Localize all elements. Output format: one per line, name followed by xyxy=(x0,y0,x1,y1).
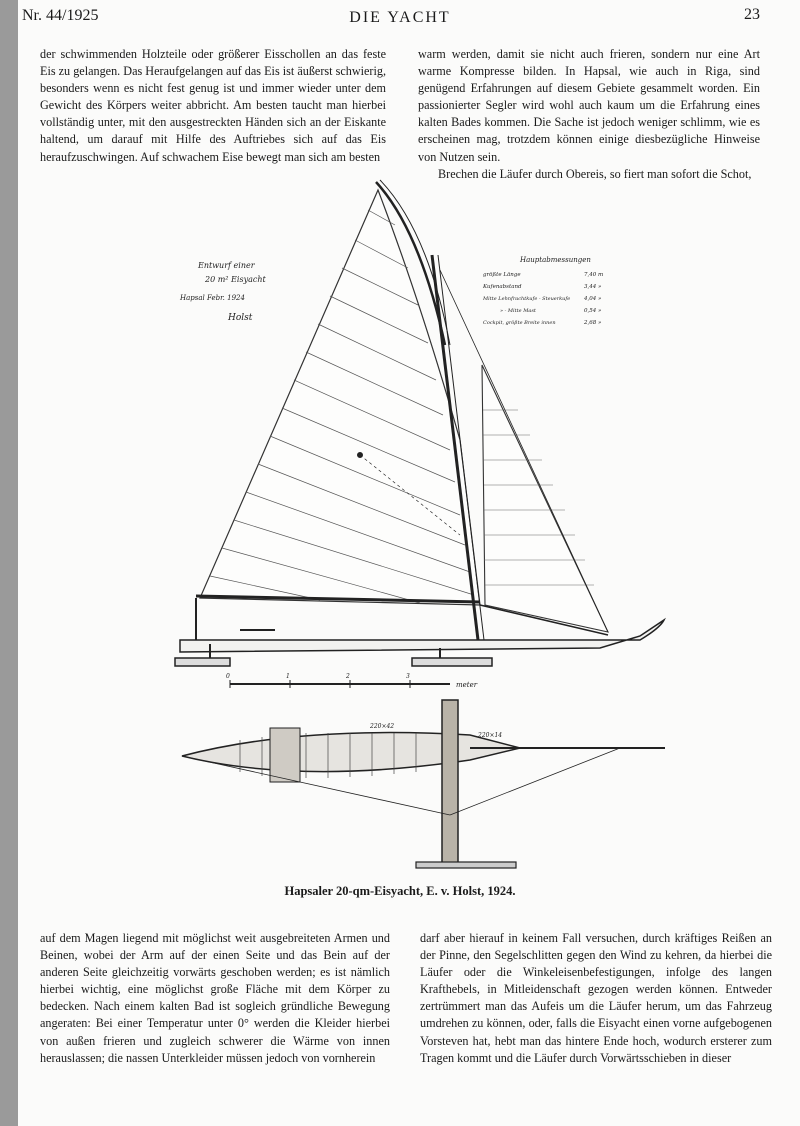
dimension-value: 0,54 » xyxy=(584,308,602,314)
page-number: 23 xyxy=(744,6,760,23)
handwritten-dimensions xyxy=(482,256,603,326)
paragraph: der schwimmenden Holzteile oder größerer Eisschollen an das feste Eis zu gelangen. Das Heraufgelangen auf das Eis ist äußerst schwierig, besonders wenn es nicht fest genug ist und immer wieder unter dem Gewicht des Körpers weiter abbricht. Am besten taucht man hierbei vollständig unter, mit den ausgestreckten Händen sich an der Eiskante haltend, um darauf mit Hilfe des Auftriebes sich auf das Eis heraufzuschwingen. Auf schwachem Eise bewegt man sich am besten xyxy=(40,47,386,164)
scale-mark: 3 xyxy=(406,673,410,680)
dimension-value: 2,68 » xyxy=(584,320,602,326)
handwritten-title-block xyxy=(179,261,266,323)
dimension-label: Kufenabstand xyxy=(483,284,522,290)
scale-bar xyxy=(226,673,478,689)
journal-title: DIE YACHT xyxy=(349,9,451,26)
text-column-bottom-right xyxy=(420,930,772,1067)
dimension-label: Cockpit, größte Breite innen xyxy=(483,320,556,326)
hull-plan-view xyxy=(182,700,665,868)
handwritten-line: 20 m² Eisyacht xyxy=(205,275,266,284)
dimension-label: » - Mitte Mast xyxy=(500,308,536,314)
figure-caption: Hapsaler 20-qm-Eisyacht, E. v. Holst, 1924. xyxy=(284,884,516,898)
handwritten-line: Hapsal Febr. 1924 xyxy=(180,294,245,302)
scale-unit: meter xyxy=(456,681,478,689)
dimension-label: Mitte Lehnfrachtkufe - Steuerkufe xyxy=(483,296,571,302)
handwritten-line: Entwurf einer xyxy=(198,261,255,270)
paragraph: auf dem Magen liegend mit möglichst weit ausgebreiteten Armen und Beinen, wobei der Arm auf der einen Seite und das Bein auf der anderen Seite gleichzeitig vorwärts geschoben werden; es ist nämlich hierbei wichtig, eine möglichst große Fläche mit dem Körper zu bedecken. Nach einem kalten Bad ist sogleich gründliche Bewegung angeraten: Bei einer Temperatur unter 0° werden die Kleider hierbei von außen frieren und zugleich schwerer die Wärme von innen herauslassen; die nassen Unterkleider müssen jedoch von vornherein xyxy=(40,931,390,1065)
text-column-bottom-left xyxy=(40,930,390,1067)
scale-mark: 2 xyxy=(346,673,350,680)
paragraph: warm werden, damit sie nicht auch frieren, sondern nur eine Art warme Kompresse bilden. In Hapsal, wie auch in Riga, sind genügend Erfahrungen auf diesem Gebiete gesammelt worden. Ein passionierter Segler wird wohl auch kaum um die Erfahrung eines kalten Bades kommen. Die Sache ist jedoch weniger schlimm, wie es erscheinen mag, trotzdem können einige diesbezügliche Hinweise von Nutzen sein. xyxy=(418,47,760,164)
mainsail xyxy=(200,190,480,605)
plan-label: 220×42 xyxy=(370,723,395,730)
issue-number: Nr. 44/1925 xyxy=(22,7,99,24)
dimension-label: größte Länge xyxy=(483,272,521,278)
paragraph: Brechen die Läufer durch Obereis, so fiert man sofort die Schot, xyxy=(438,166,752,181)
plan-label: 220×14 xyxy=(478,732,503,739)
scale-mark: 1 xyxy=(286,673,290,680)
paragraph: darf aber hierauf in keinem Fall versuchen, durch kräftiges Reißen an der Pinne, den Segelschlitten gegen den Wind zu kehren, da hierbei die Läufer oder die Winkeleisenbefestigungen, infolge des langen Krafthebels, in Mitleidenschaft gezogen werden können. Entweder zertrümmert man das Aufeis um die Läufer herum, um das Fahrzeug umdrehen zu können, oder, falls die Eisyacht einen vorne aufgebogenen Vorsteven hat, hebt man das hintere Ende hoch, wodurch ersterer zum Tragen kommt und die Läufer durch Vorwärtsschieben in dieser xyxy=(420,931,772,1065)
scale-mark: 0 xyxy=(226,673,230,680)
dimensions-title: Hauptabmessungen xyxy=(520,256,591,264)
dimension-value: 7,40 m xyxy=(584,272,604,278)
handwritten-signature: Holst xyxy=(228,313,253,323)
dimension-value: 3,44 » xyxy=(584,284,602,290)
dimension-value: 4,04 » xyxy=(584,296,602,302)
